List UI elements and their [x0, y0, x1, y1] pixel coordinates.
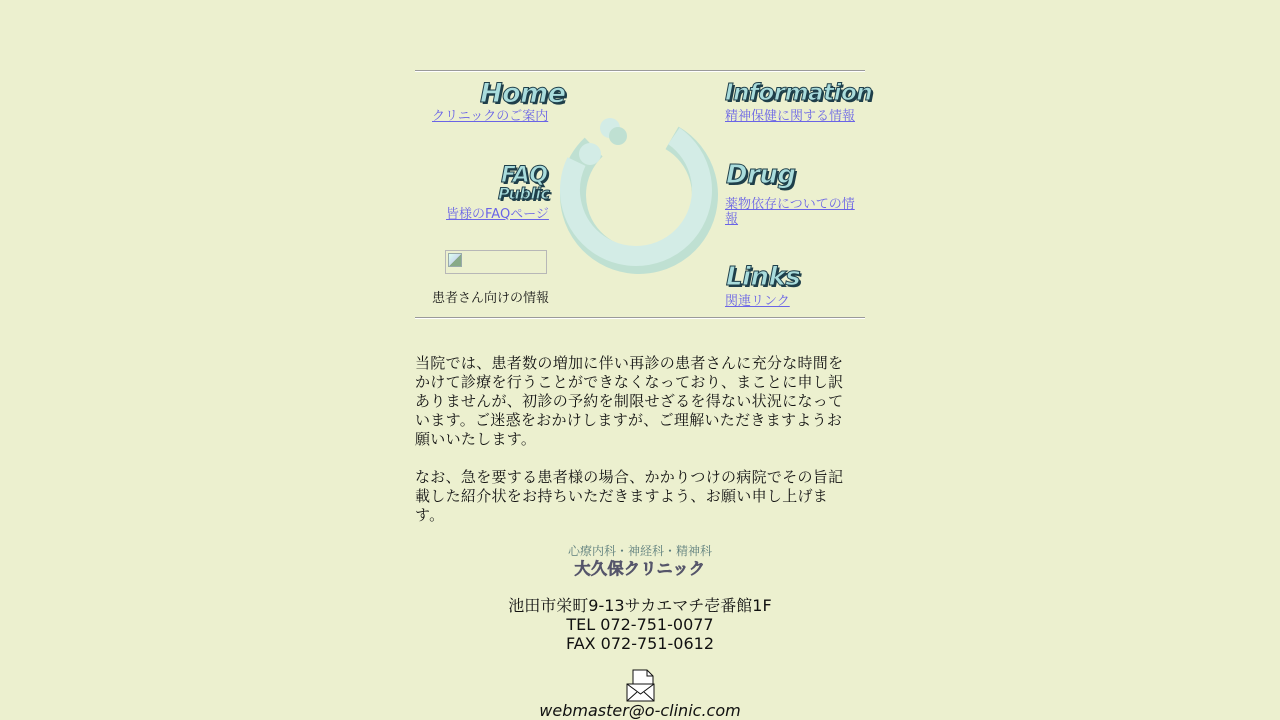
information-link[interactable]: 精神保健に関する情報 — [725, 109, 856, 124]
home-link[interactable]: クリニックのご案内 — [432, 109, 549, 124]
ring-logo-icon — [548, 106, 726, 284]
bottom-divider — [415, 317, 865, 319]
drug-link-line2[interactable]: 報 — [725, 212, 739, 227]
notice-line: 願いいたします。 — [415, 430, 537, 448]
notice-line: かけて診療を行うことができなくなっており、まことに申し訳 — [415, 373, 844, 391]
notice-line: なお、急を要する患者様の場合、かかりつけの病院でその旨記 — [415, 468, 844, 486]
patients-label: 患者さん向けの情報 — [432, 291, 550, 306]
top-divider — [415, 70, 865, 72]
drug-link[interactable] — [725, 197, 855, 227]
information-heading-image[interactable]: Information — [725, 80, 873, 106]
links-link[interactable]: 関連リンク — [725, 294, 790, 309]
clinic-tel: TEL 072-751-0077 — [566, 615, 714, 634]
faq-link[interactable]: 皆様のFAQページ — [446, 207, 549, 222]
notice-line: 載した紹介状をお持ちいただきますよう、お願い申し上げま — [415, 487, 829, 505]
drug-heading-image[interactable]: Drug — [726, 160, 796, 190]
notice-line: ありませんが、初診の予約を制限せざるを得ない状況になって — [415, 392, 844, 410]
notice-line: す。 — [415, 506, 445, 524]
faq-heading-image[interactable]: FAQ — [501, 163, 548, 188]
notice-paragraph-2 — [415, 468, 865, 525]
webmaster-email-link[interactable]: webmaster@o-clinic.com — [539, 701, 741, 720]
notice-paragraph-1 — [415, 354, 865, 449]
home-heading-image[interactable]: Home — [480, 78, 566, 109]
clinic-departments: 心療内科・神経科・精神科 — [567, 544, 712, 558]
clinic-address: 池田市栄町9-13サカエマチ壱番館1F — [508, 596, 772, 615]
mail-envelope-icon[interactable] — [626, 669, 655, 702]
notice-line: 当院では、患者数の増加に伴い再診の患者さんに充分な時間を — [415, 354, 844, 372]
faq-public-heading-image[interactable]: Public — [498, 184, 550, 203]
links-heading-image[interactable]: Links — [726, 262, 801, 292]
broken-image-glyph-icon — [448, 253, 462, 267]
clinic-name-logo: 大久保クリニック — [574, 559, 706, 578]
notice-line: います。ご迷惑をおかけしますが、ご理解いただきますようお — [415, 411, 843, 429]
clinic-fax: FAX 072-751-0612 — [565, 634, 715, 653]
drug-link-line1[interactable]: 薬物依存についての情 — [725, 197, 855, 212]
broken-image-icon[interactable] — [445, 250, 547, 274]
